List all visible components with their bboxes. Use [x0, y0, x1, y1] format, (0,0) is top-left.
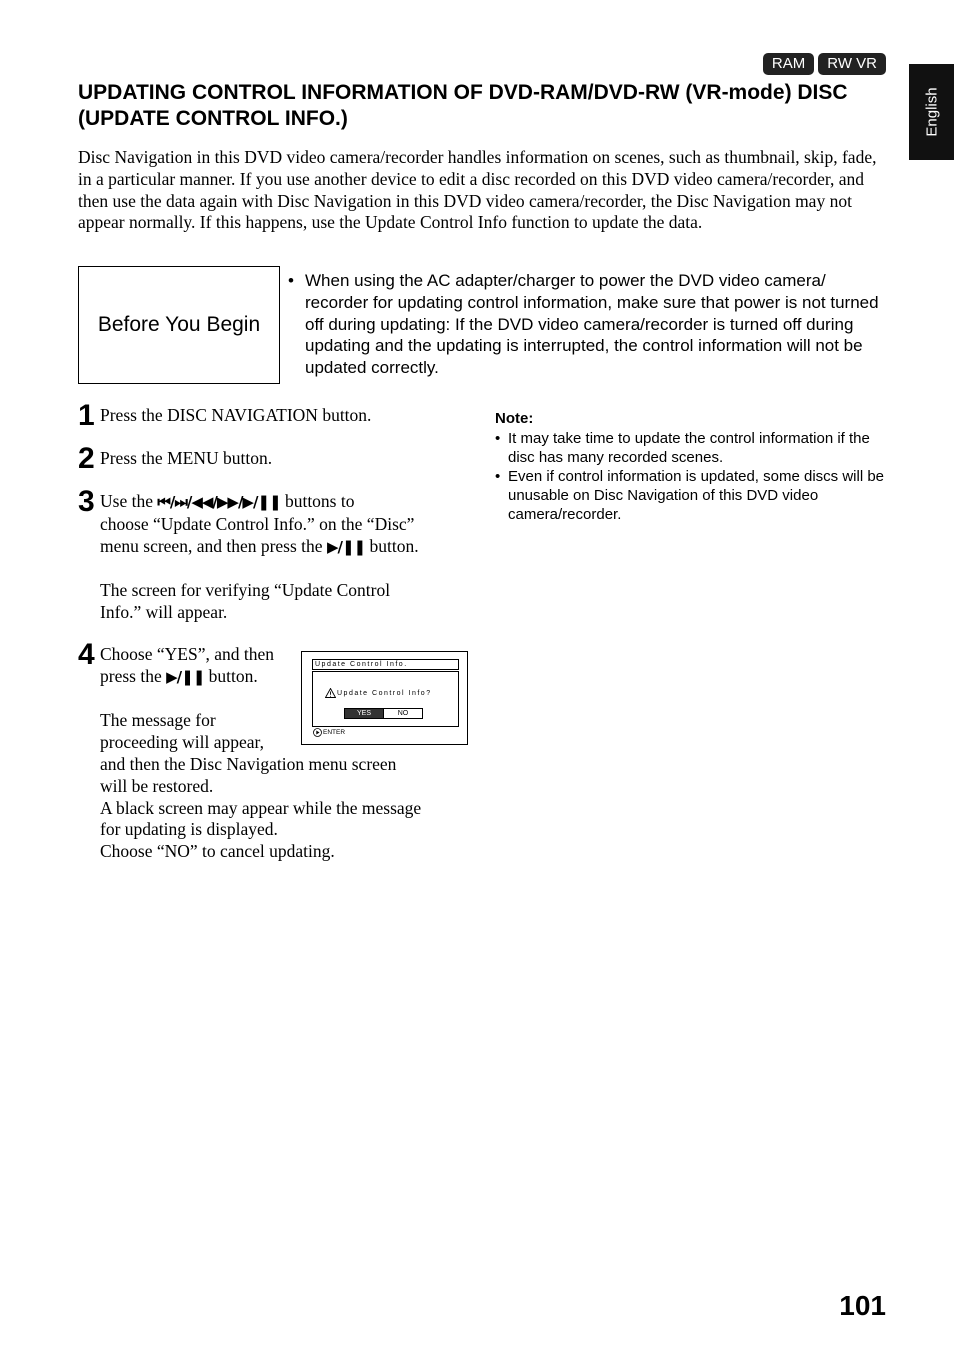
list-item — [288, 270, 880, 379]
dialog-question — [325, 688, 432, 698]
confirm-dialog — [312, 671, 459, 727]
step-number: 3 — [78, 485, 95, 518]
step-number: 1 — [78, 399, 95, 432]
dialog-question-text: Update Control Info? — [337, 689, 432, 697]
disc-type-badges — [763, 53, 886, 75]
step-text: proceeding will appear, — [100, 732, 265, 753]
step-text: Use the — [100, 491, 153, 511]
step-text: for updating is displayed. — [100, 819, 278, 840]
before-you-begin-box — [78, 266, 280, 384]
step-text: Info.” will appear. — [100, 601, 228, 622]
step-text: Choose “NO” to cancel updating. — [100, 841, 335, 862]
note-section — [495, 408, 895, 524]
warning-icon — [325, 688, 336, 698]
step-text: button. — [365, 535, 419, 556]
play-pause-icon: ▶/❚❚ — [326, 537, 366, 556]
play-pause-icon: ▶/❚❚ — [166, 667, 205, 686]
yes-no-selector — [344, 708, 423, 719]
language-tab — [909, 64, 954, 160]
update-control-info-screen — [301, 651, 468, 745]
before-you-begin-notes — [288, 270, 880, 379]
page-title: UPDATING CONTROL INFORMATION OF DVD-RAM/DVD-RW (VR-mode) DISC (UPDATE CONTROL INFO.) — [78, 81, 848, 130]
step-text: will be restored. — [100, 775, 214, 796]
step-text: Press the MENU button. — [100, 448, 273, 468]
step-number: 4 — [78, 638, 95, 671]
navigation-buttons-icon: ⏮/⏭/◀◀/▶▶/▶/❚❚ — [157, 493, 281, 511]
yes-button: YES — [345, 709, 383, 718]
badge-rw-vr: RW VR — [818, 53, 886, 75]
before-you-begin-label: Before You Begin — [97, 313, 261, 336]
bullet-icon: • — [495, 430, 501, 447]
step-text: press the — [100, 665, 162, 686]
page-number: 101 — [839, 1290, 886, 1321]
badge-ram: RAM — [763, 53, 814, 75]
no-button: NO — [383, 709, 422, 718]
step-body — [100, 491, 480, 624]
note-text: Even if control information is updated, some discs will be unusable on Disc Navigation of this DVD video camera/recorder. — [508, 468, 885, 523]
note-title: Note: — [495, 410, 534, 427]
step-text: A black screen may appear while the message — [100, 797, 422, 818]
step-text: and then the Disc Navigation menu screen — [100, 753, 397, 774]
step-text: choose “Update Control Info.” on the “Disc” — [100, 513, 415, 534]
step-text: menu screen, and then press the — [100, 535, 323, 556]
enter-label: ENTER — [323, 729, 346, 736]
bullet-text: When using the AC adapter/charger to power the DVD video camera/ recorder for updating control information, make sure that power is not turned off during updating: If the DVD video camera/recorder is turned off during updating and the updating is interrupted, the control information will not be updated correctly. — [305, 271, 879, 378]
step-text: Choose “YES”, and then — [100, 644, 274, 664]
bullet-icon: • — [288, 271, 294, 290]
step-number: 2 — [78, 442, 95, 475]
language-tab-label: English — [923, 87, 940, 137]
list-item — [495, 429, 895, 467]
list-item — [495, 467, 895, 524]
enter-hint — [313, 728, 345, 737]
step-text: Press the DISC NAVIGATION button. — [100, 405, 372, 425]
screen-title: Update Control Info. — [312, 659, 459, 670]
step-text: The screen for verifying “Update Control — [100, 580, 391, 601]
enter-icon — [313, 728, 322, 737]
intro-paragraph: Disc Navigation in this DVD video camera/recorder handles information on scenes, such as thumbnail, skip, fade, in a particular manner. If you use another device to edit a disc recorded on this DVD video camera/recorder, and then use the data again with Disc Navigation in this DVD video camera/recorder, the Disc Navigation may not appear normally. If this happens, use the Update Control Info function to update the data. — [78, 147, 877, 233]
step-text: button. — [204, 665, 258, 686]
step-text: The message for — [100, 710, 216, 731]
bullet-icon: • — [495, 468, 501, 485]
note-text: It may take time to update the control information if the disc has many recorded scenes. — [508, 430, 870, 466]
step-text: buttons to — [280, 491, 355, 511]
